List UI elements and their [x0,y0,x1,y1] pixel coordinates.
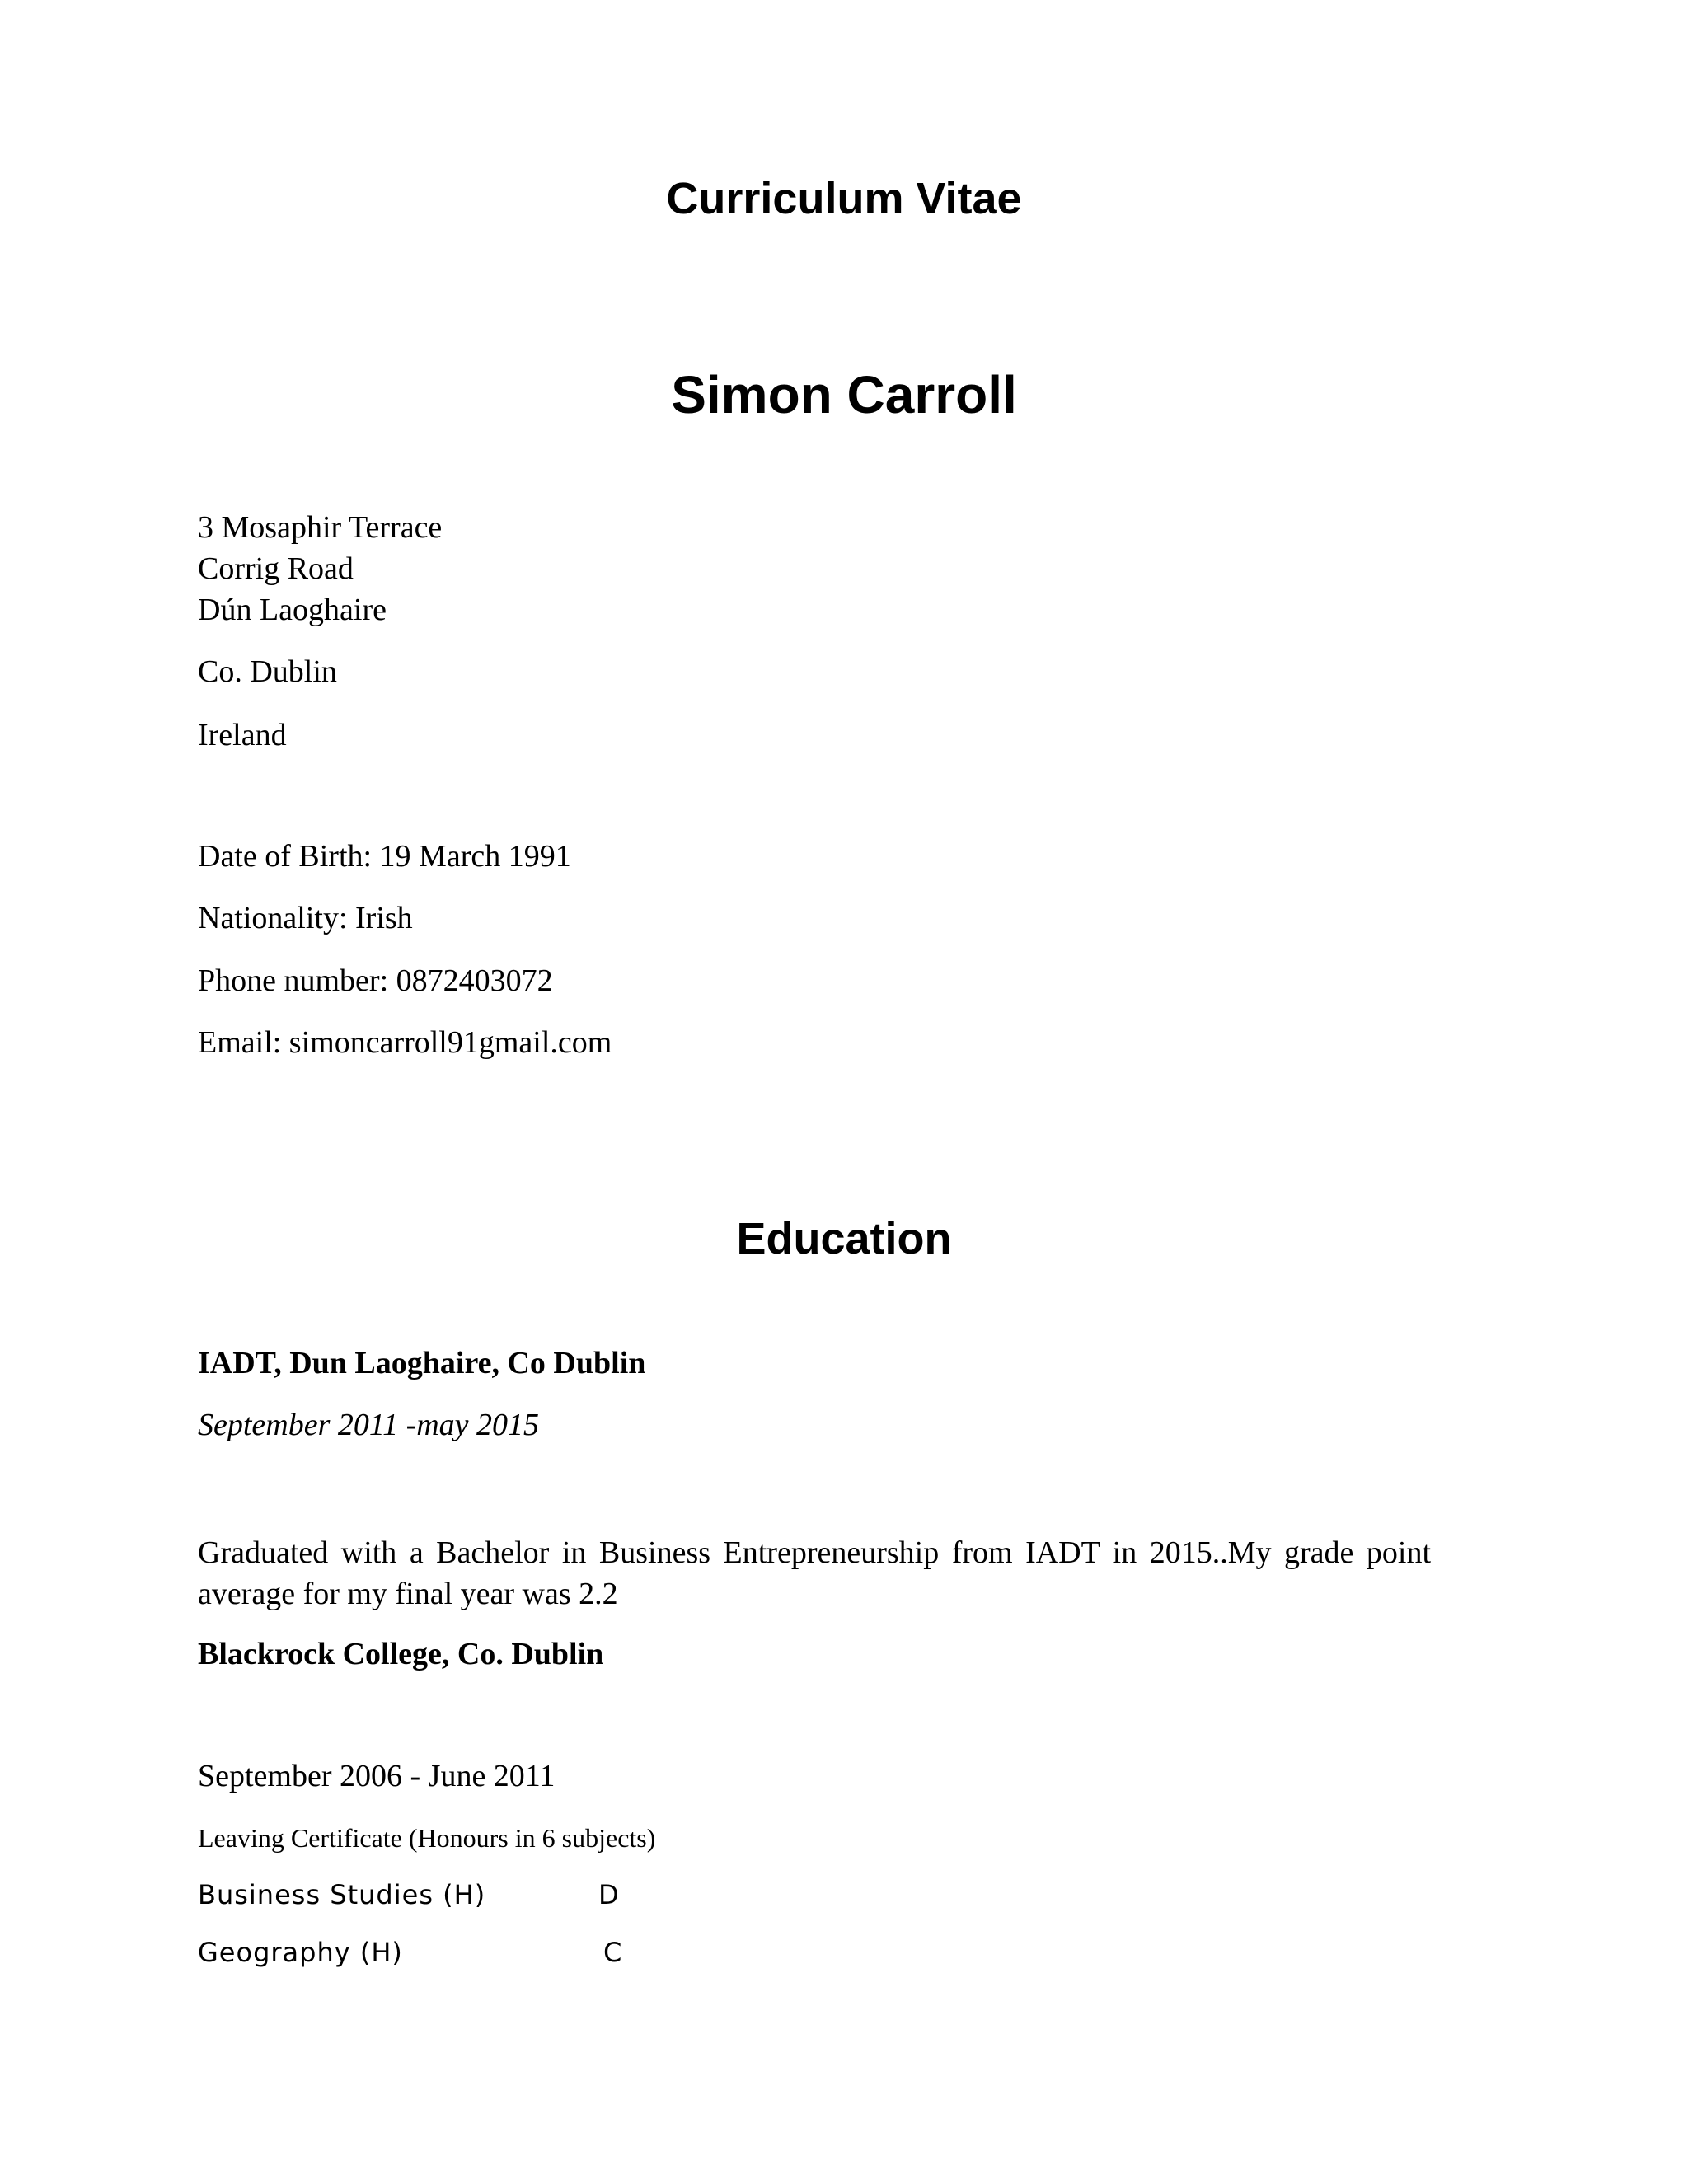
phone-number: Phone number: 0872403072 [198,963,553,998]
subject-name: Geography (H) [198,1937,403,1968]
blackrock-dates: September 2006 - June 2011 [198,1759,556,1793]
iadt-description: Graduated with a Bachelor in Business Entrepreneurship from IADT in 2015..My grade point average for my final year was 2.2 [198,1535,1431,1611]
iadt-dates: September 2011 -may 2015 [198,1408,540,1442]
address-line-1: 3 Mosaphir Terrace [198,510,443,545]
education-heading: Education [736,1214,952,1263]
subject-grade: C [603,1937,623,1968]
address-line-2: Corrig Road [198,551,354,586]
email: Email: simoncarroll91gmail.com [198,1025,612,1060]
leaving-certificate: Leaving Certificate (Honours in 6 subjects) [198,1823,656,1853]
candidate-name: Simon Carroll [671,365,1017,424]
document-title: Curriculum Vitae [666,174,1022,223]
date-of-birth: Date of Birth: 19 March 1991 [198,839,571,874]
address-line-3: Dún Laoghaire [198,593,387,627]
address-line-4: Co. Dublin [198,654,337,689]
address-line-5: Ireland [198,718,287,752]
subject-grade: D [598,1879,620,1910]
nationality: Nationality: Irish [198,901,413,935]
iadt-institution: IADT, Dun Laoghaire, Co Dublin [198,1346,646,1380]
subject-name: Business Studies (H) [198,1879,486,1910]
blackrock-institution: Blackrock College, Co. Dublin [198,1637,604,1671]
